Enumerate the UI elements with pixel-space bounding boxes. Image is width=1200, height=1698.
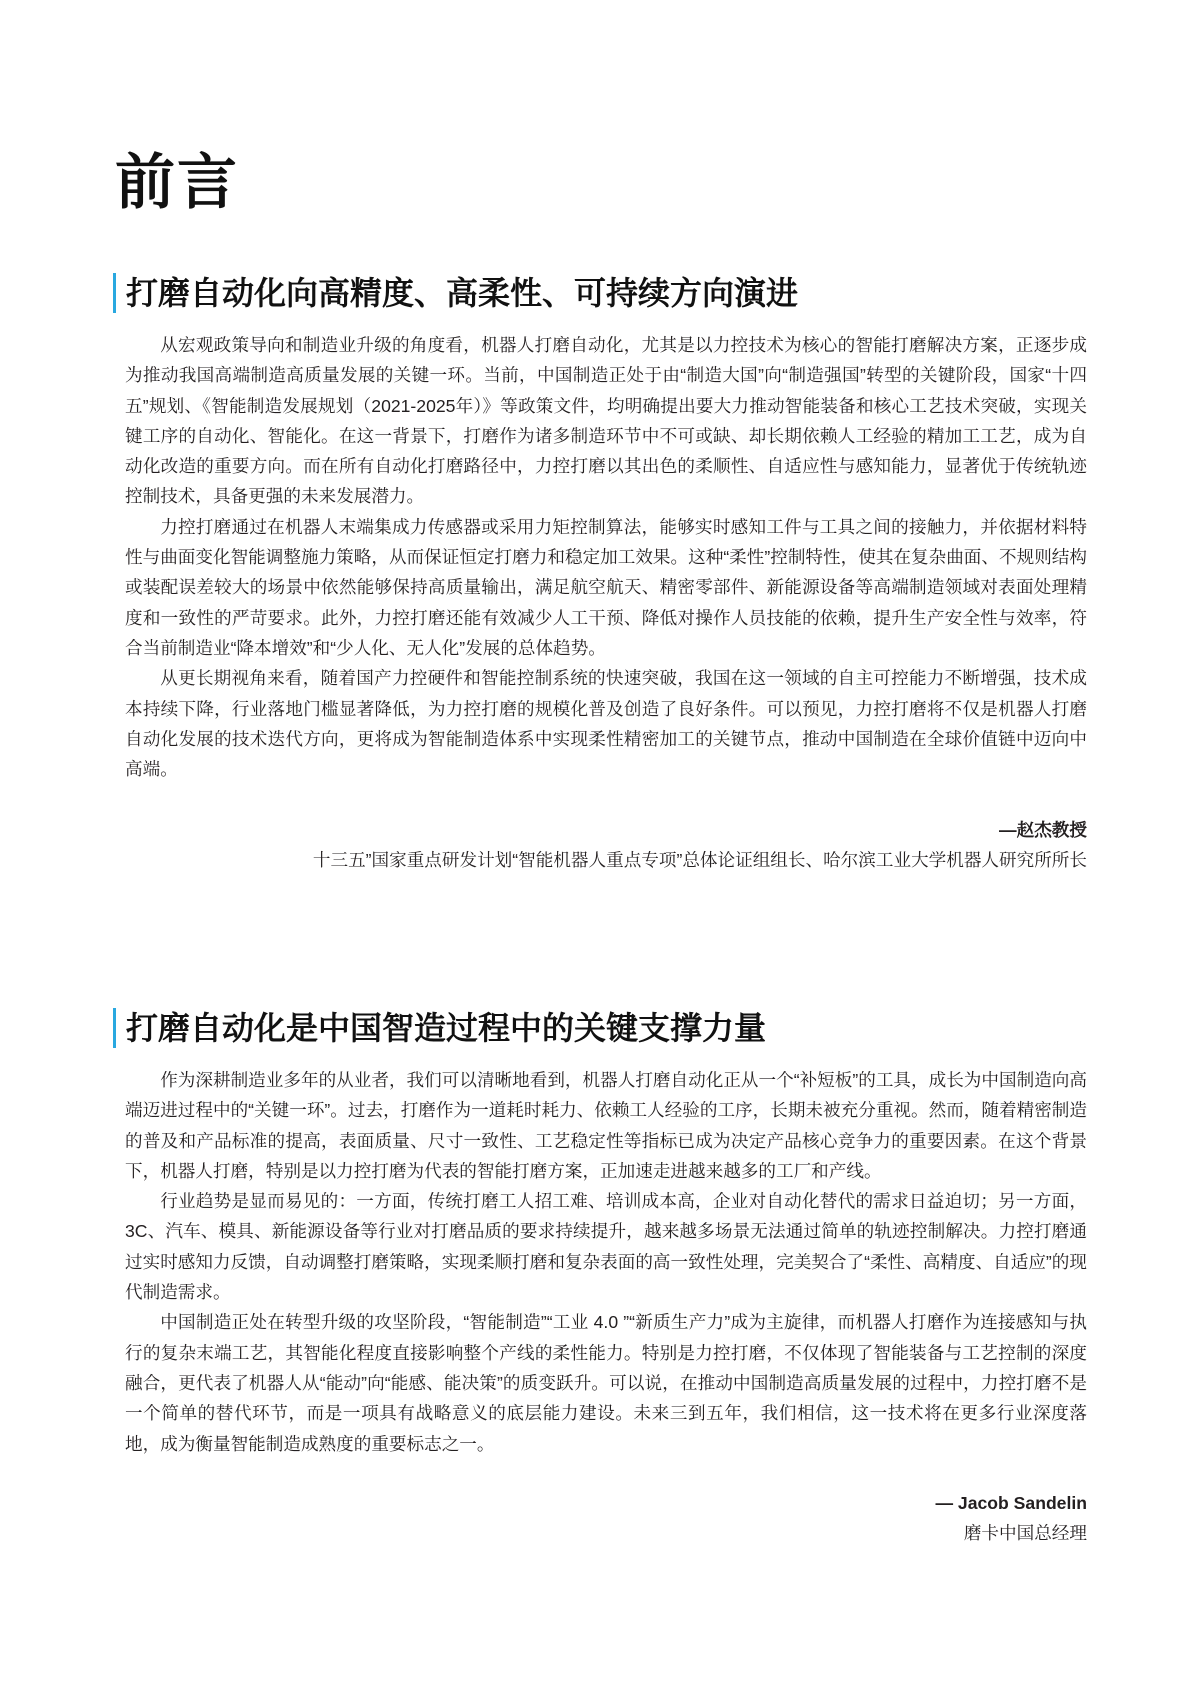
section-body-evolution — [125, 330, 1087, 784]
section-heading-evolution: 打磨自动化向高精度、高柔性、可持续方向演进 — [113, 273, 798, 313]
signature-title: 十三五”国家重点研发计划“智能机器人重点专项”总体论证组组长、哈尔滨工业大学机器人研究所所长 — [312, 850, 1087, 870]
paragraph: 作为深耕制造业多年的从业者，我们可以清晰地看到，机器人打磨自动化正从一个“补短板”的工具，成长为中国制造向高端迈进过程中的“关键一环”。过去，打磨作为一道耗时耗力、依赖工人经验的工序，长期未被充分重视。然而，随着精密制造的普及和产品标准的提高，表面质量、尺寸一致性、工艺稳定性等指标已成为决定产品核心竞争力的重要因素。在这个背景下，机器人打磨，特别是以力控打磨为代表的智能打磨方案，正加速走进越来越多的工厂和产线。 — [125, 1070, 1087, 1181]
section-body-key-support — [125, 1065, 1087, 1459]
paragraph: 行业趋势是显而易见的：一方面，传统打磨工人招工难、培训成本高，企业对自动化替代的需求日益迫切；另一方面，3C、汽车、模具、新能源设备等行业对打磨品质的要求持续提升，越来越多场景无法通过简单的轨迹控制解决。力控打磨通过实时感知力反馈，自动调整打磨策略，实现柔顺打磨和复杂表面的高一致性处理，完美契合了“柔性、高精度、自适应”的现代制造需求。 — [125, 1191, 1087, 1303]
signature-title: 磨卡中国总经理 — [963, 1523, 1087, 1543]
section-heading-key-support: 打磨自动化是中国智造过程中的关键支撑力量 — [113, 1008, 766, 1048]
signature-name: —赵杰教授 — [999, 820, 1087, 840]
paragraph: 力控打磨通过在机器人末端集成力传感器或采用力矩控制算法，能够实时感知工件与工具之间的接触力，并依据材料特性与曲面变化智能调整施力策略，从而保证恒定打磨力和稳定加工效果。这种“柔性”控制特性，使其在复杂曲面、不规则结构或装配误差较大的场景中依然能够保持高质量输出，满足航空航天、精密零部件、新能源设备等高端制造领域对表面处理精度和一致性的严苛要求。此外，力控打磨还能有效减少人工干预、降低对操作人员技能的依赖，提升生产安全性与效率，符合当前制造业“降本增效”和“少人化、无人化”发展的总体趋势。 — [125, 516, 1087, 658]
paragraph: 从更长期视角来看，随着国产力控硬件和智能控制系统的快速突破，我国在这一领域的自主可控能力不断增强，技术成本持续下降，行业落地门槛显著降低，为力控打磨的规模化普及创造了良好条件。可以预见，力控打磨将不仅是机器人打磨自动化发展的技术迭代方向，更将成为智能制造体系中实现柔性精密加工的关键节点，推动中国制造在全球价值链中迈向中高端。 — [125, 668, 1087, 780]
page-title: 前言 — [115, 149, 239, 216]
paragraph: 从宏观政策导向和制造业升级的角度看，机器人打磨自动化，尤其是以力控技术为核心的智能打磨解决方案，正逐步成为推动我国高端制造高质量发展的关键一环。当前，中国制造正处于由“制造大国”向“制造强国”转型的关键阶段，国家“十四五”规划、《智能制造发展规划（2021-2025年）》等政策文件，均明确提出要大力推动智能装备和核心工艺技术突破，实现关键工序的自动化、智能化。在这一背景下，打磨作为诸多制造环节中不可或缺、却长期依赖人工经验的精加工工艺，成为自动化改造的重要方向。而在所有自动化打磨路径中，力控打磨以其出色的柔顺性、自适应性与感知能力，显著优于传统轨迹控制技术，具备更强的未来发展潜力。 — [125, 335, 1087, 507]
signature-block — [313, 815, 1087, 875]
paragraph: 中国制造正处在转型升级的攻坚阶段，“智能制造”“工业 4.0 ”“新质生产力”成为主旋律，而机器人打磨作为连接感知与执行的复杂末端工艺，其智能化程度直接影响整个产线的柔性能力。特别是力控打磨，不仅体现了智能装备与工艺控制的深度融合，更代表了机器人从“能动”向“能感、能决策”的质变跃升。可以说，在推动中国制造高质量发展的过程中，力控打磨不是一个简单的替代环节，而是一项具有战略意义的底层能力建设。未来三到五年，我们相信，这一技术将在更多行业深度落地，成为衡量智能制造成熟度的重要标志之一。 — [125, 1312, 1087, 1454]
signature-name: — Jacob Sandelin — [935, 1493, 1087, 1513]
signature-block — [935, 1488, 1087, 1548]
